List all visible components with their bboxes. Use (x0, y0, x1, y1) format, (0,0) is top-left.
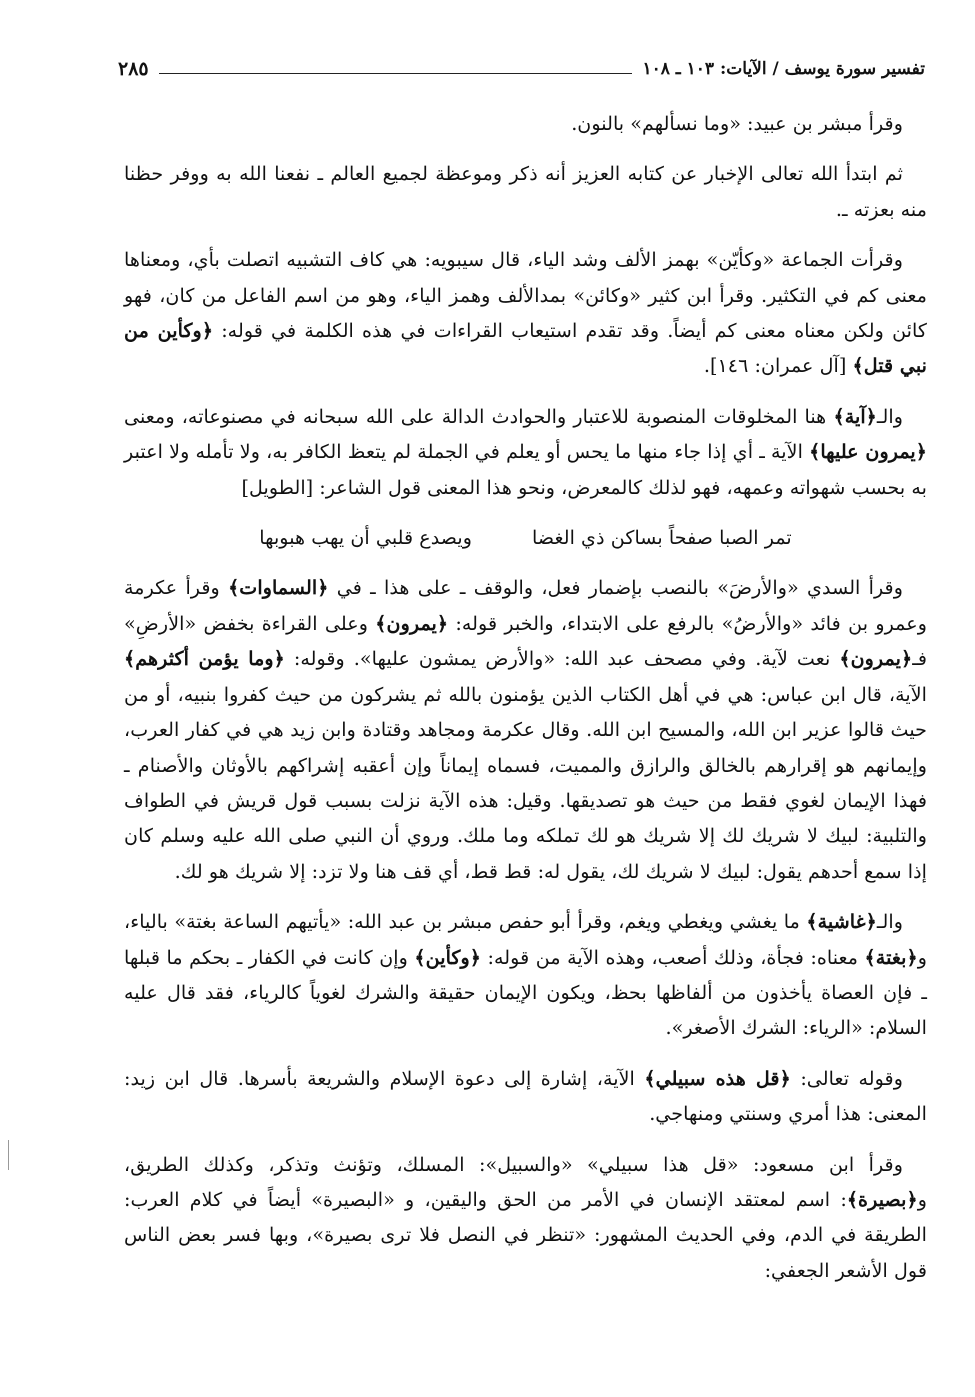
paragraph-5 (124, 570, 927, 889)
scan-margin-mark (8, 1140, 9, 1170)
paragraph-7-text-a: وقوله تعالى: (790, 1066, 903, 1090)
paragraph-3 (124, 242, 927, 384)
paragraph-5-text-c: وعلى القراءة بخفض «الأرضِ» فـ (124, 611, 927, 671)
paragraph-2: ثم ابتدأ الله تعالى الإخبار عن كتابه العزيز أنه ذكر وموعظة لجميع العالم ـ نفعنا الله به ووفر حظنا منه بعزته ـ. (124, 162, 927, 221)
quran-quote: ﴿غاشية﴾ (806, 910, 877, 934)
paragraph-5-text-b: وقرأ عكرمة وعمرو بن فائد «والأرضُ» بالرفع على الابتداء، والخبر قوله: (124, 576, 927, 635)
paragraph-7-text-b: الآية، إشارة إلى دعوة الإسلام والشريعة بأسرها. قال ابن زيد: المعنى: هذا أمري وسنتي ومنهاجي. (124, 1066, 927, 1126)
quran-quote: ﴿وكأين من نبي قتل﴾ (124, 319, 927, 378)
paragraph-4 (124, 399, 927, 505)
header-rule (159, 73, 633, 74)
paragraph-4-text-a: والـ (876, 404, 903, 428)
quran-quote: ﴿السماوات﴾ (228, 576, 329, 600)
verse-second-hemistich: ويصدع قلبي أن يهب هبوبها (259, 526, 473, 550)
quran-quote: ﴿يمرون﴾ (375, 611, 449, 635)
page-number: ٢٨٥ (118, 58, 149, 80)
quran-quote: ﴿بصيرة﴾ (846, 1187, 918, 1211)
poetry-verse (124, 520, 927, 555)
quran-quote: ﴿يمرون﴾ (839, 647, 913, 671)
quran-quote: ﴿بغتة﴾ (864, 945, 918, 969)
paragraph-4-text-b: هنا المخلوقات المنصوبة للاعتبار والحوادث الدالة على الله سبحانه في مصنوعاته، ومعنى (124, 404, 834, 428)
header-title: تفسير سورة يوسف / الآيات: ١٠٣ ـ ١٠٨ (642, 59, 925, 79)
paragraph-8-text-b: : اسم لمعتقد الإنسان في الأمر من الحق واليقين، و «البصيرة» أيضاً في كلام العرب: الطريقة في الدم، وفي الحديث المشهور: «تنظر في النصل فلا ترى بصيرة»، وبها فسر بعض الناس قول الأشعر الجعفي: (124, 1187, 927, 1282)
paragraph-4-text-c: الآية ـ أي إذا جاء منها ما يحس أو يعلم في الجملة لم يتعظ الكافر به، ولا تأمله ولا اعتبر به بحسب شهواته وعمهه، فهو لذلك كالمعرض، ونحو هذا المعنى قول الشاعر: [الطويل] (124, 440, 927, 499)
body-text (124, 106, 927, 1303)
paragraph-1: وقرأ مبشر بن عبيد: «وما نسألهم» بالنون. (571, 112, 903, 135)
paragraph-6 (124, 904, 927, 1046)
paragraph-5-text-d: نعت لآية. وفي مصحف عبد الله: «والأرض يمشون عليها». وقوله: (284, 647, 840, 671)
paragraph-3-text-a: وقرأت الجماعة «وكأيّن» بهمز الألف وشد الياء، قال سيبويه: هي كاف التشبيه اتصلت بأي، ومعناها معنى كم في التكثير. وقرأ ابن كثير «وكائن» بمدالألف وهمز الياء، وهو من اسم الفاعل من كان، فهو كائن ولكن معناه معنى كم أيضاً. وقد تقدم استيعاب القراءات في هذه الكلمة في قوله: (124, 248, 927, 343)
quran-quote: ﴿وما يؤمن أكثرهم﴾ (124, 647, 285, 671)
paragraph-5-text-a: وقرأ السدي «والأرضَ» بالنصب بإضمار فعل، والوقف ـ على هذا ـ في (328, 576, 903, 600)
quran-quote: ﴿وكأين﴾ (414, 945, 482, 969)
paragraph-3-text-b: [آل عمران: ١٤٦]. (703, 354, 853, 378)
paragraph-6-text-b: ما يغشي ويغطي ويغم، وقرأ أبو حفص مبشر بن عبد الله: «يأتيهم الساعة بغتة» بالياء، و (124, 910, 927, 969)
paragraph-7 (124, 1061, 927, 1132)
paragraph-6-text-c: معناه: فجأة، وذلك أصعب، وهذه الآية من قوله: (481, 945, 865, 969)
paragraph-8 (124, 1147, 927, 1289)
quran-quote: ﴿يمرون عليها﴾ (809, 440, 927, 464)
quran-quote: ﴿آية﴾ (833, 404, 877, 428)
verse-first-hemistich: تمر الصبا صفحاً بساكن ذي الغضا (532, 526, 792, 550)
running-header (118, 54, 925, 84)
quran-quote: ﴿قل هذه سبيلي﴾ (644, 1066, 791, 1090)
paragraph-5-text-e: الآية، قال ابن عباس: هي في أهل الكتاب الذين يؤمنون بالله ثم يشركون من حيث كفروا بنبيه، أو من حيث قالوا عزير ابن الله، والمسيح ابن الله. وقال عكرمة ومجاهد وقتادة وابن زيد هي في كفار العرب، وإيمانهم هو إقرارهم بالخالق والرازق والمميت، فسماه إيماناً وإن أعقبه إشراكهم بالأوثان والأصنام ـ فهذا الإيمان لغوي فقط من حيث هو تصديقها. وقيل: هذه الآية نزلت بسبب قول قريش في الطواف والتلبية: لبيك لا شريك لك إلا شريك هو لك تملكه وما ملك. وروي أن النبي صلى الله عليه وسلم كان إذا سمع أحدهم يقول: لبيك لا شريك لك، يقول له: قط قط، أي قف هنا ولا تزد: إلا شريك هو لك. (124, 682, 927, 883)
paragraph-6-text-a: والـ (876, 910, 903, 934)
paragraph-8-text-a: وقرأ ابن مسعود: «قل هذا سبيلي» «والسبيل»: المسلك، وتؤنث وتذكر، وكذلك الطريق، و (124, 1152, 927, 1211)
paragraph-6-text-d: وإن كانت في الكفار ـ بحكم ما قبلها ـ فإن العصاة يأخذون من ألفاظها بحظ، ويكون الإيمان حقيقة والشرك لغوياً كالرياء، فقد قال عليه السلام: «الرياء: الشرك الأصغر». (124, 945, 927, 1040)
